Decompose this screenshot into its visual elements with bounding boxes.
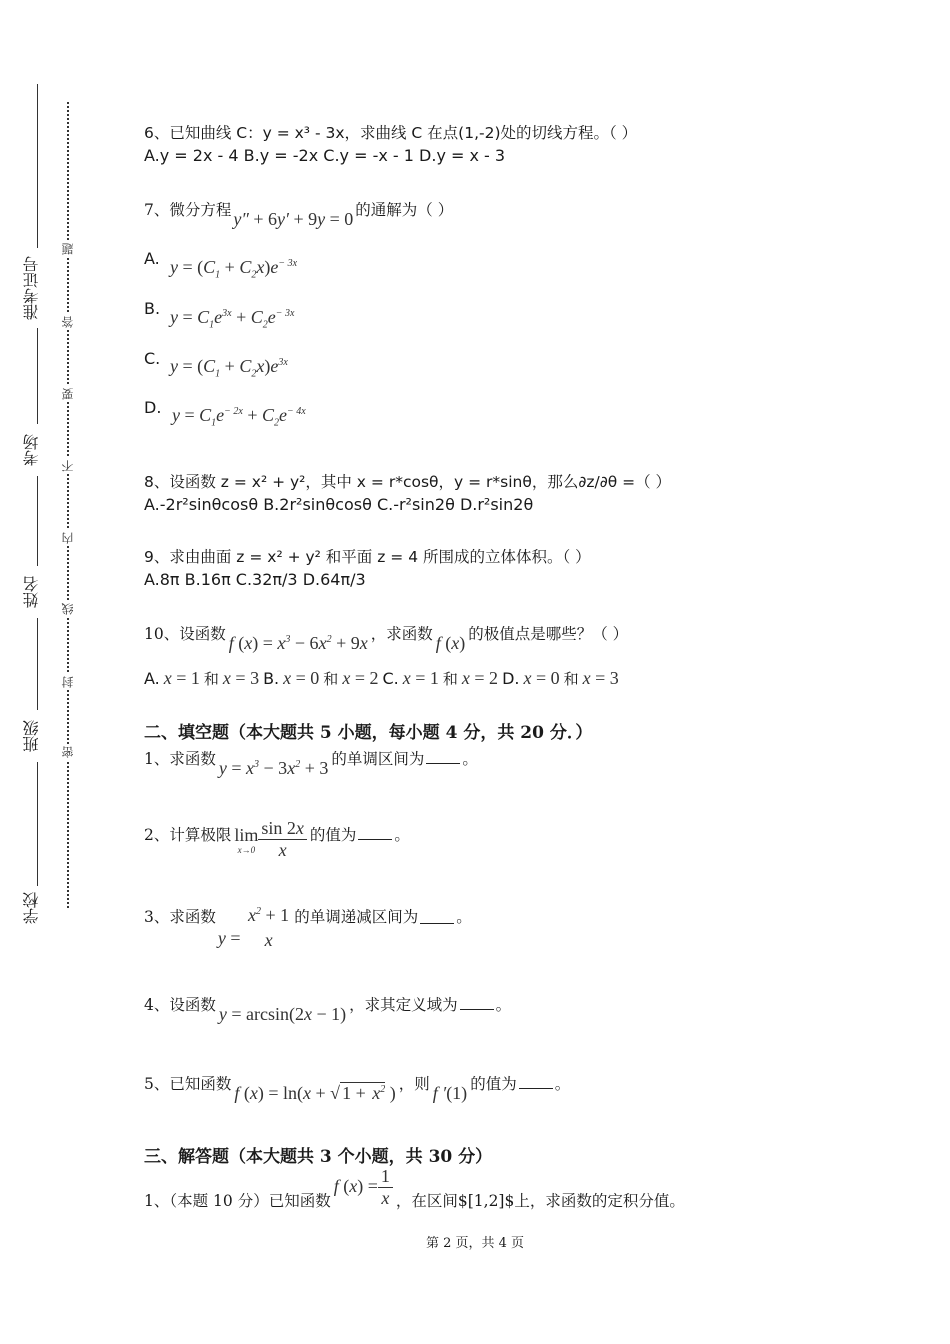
fill-4-end: 。 [495, 996, 512, 1014]
option-label: A. [144, 669, 160, 688]
exam-id-label: 准考证号 [22, 256, 41, 320]
function-name: f (x) [435, 633, 466, 653]
question-7-prefix: 7、微分方程 [144, 201, 232, 219]
seal-char: 题 [61, 243, 75, 255]
fill-5-end: 。 [554, 1075, 571, 1093]
margin-line [37, 618, 38, 710]
answer-blank[interactable] [519, 1074, 553, 1089]
question-10-stem [144, 622, 629, 653]
option-value: x = 0 [283, 668, 320, 688]
option-c-formula: $y = (C_1 + C_2x)e^{3x}$ [170, 356, 288, 380]
fill-section-heading: 二、填空题（本大题共 5 小题，每小题 4 分，共 20 分．） [144, 723, 593, 743]
fill-question-5 [144, 1072, 571, 1103]
function-formula: $y = x^3 - 3x^2 + 3$ [218, 758, 329, 778]
function-formula: y = arcsin(2x − 1) [218, 1004, 347, 1024]
option-value: x = 3 [582, 668, 619, 688]
question-10-prefix: 10、设函数 [144, 625, 226, 643]
question-8-options: A.-2r²sinθcosθ B.2r²sinθcosθ C.-r²sin2θ D.r²sin2θ [144, 495, 534, 514]
question-10-middle: ，求函数 [370, 625, 433, 643]
margin-line [37, 328, 38, 424]
option-label: C. [382, 669, 399, 688]
fill-2-prefix: 2、计算极限 [144, 825, 232, 844]
fill-4-prefix: 4、设函数 [144, 996, 216, 1014]
fill-2-end: 。 [394, 825, 410, 844]
equation: y″ + 6y′ + 9y = 0 [233, 209, 354, 229]
fill-1-prefix: 1、求函数 [144, 750, 216, 768]
and-word: 和 [203, 670, 219, 688]
fill-question-3 [144, 905, 472, 951]
fill-5-prefix: 5、已知函数 [144, 1075, 232, 1093]
fill-question-2 [144, 818, 410, 861]
answer-1-suffix: ，在区间$[1,2]$上，求函数的定积分值。 [395, 1191, 685, 1210]
option-value: x = 1 [402, 668, 439, 688]
question-7-stem [144, 198, 454, 229]
school-label: 学校 [22, 892, 41, 924]
and-word: 和 [442, 670, 458, 688]
fill-2-suffix: 的值为 [309, 825, 357, 844]
margin-line [37, 84, 38, 248]
question-6-stem: 6、已知曲线 C：y = x³ - 3x，求曲线 C 在点(1,-2)处的切线方程。（ ） [144, 124, 638, 142]
seal-dotted-line [67, 102, 69, 908]
option-value: x = 3 [222, 668, 260, 688]
fill-question-4 [144, 993, 512, 1024]
option-b-formula: $y = C_1e^{3x} + C_2e^{- 3x}$ [170, 307, 295, 331]
name-label: 姓名 [22, 576, 41, 608]
fill-5-suffix: 的值为 [470, 1075, 517, 1093]
question-10-options [144, 668, 619, 689]
fill-3-suffix: 的单调递减区间为 [294, 908, 419, 926]
function-formula: f (x) = ln(x + √ $1 + x^2$ ) [234, 1083, 396, 1103]
option-value: x = 0 [523, 668, 560, 688]
seal-char: 封 [61, 676, 75, 688]
question-7-suffix: 的通解为（ ） [355, 201, 454, 219]
answer-blank[interactable] [420, 909, 454, 924]
option-c-label: C. [144, 349, 161, 368]
margin-line [37, 762, 38, 886]
seal-char: 线 [61, 603, 75, 615]
option-d-label: D. [144, 398, 162, 417]
function-formula: y = $x^2 + 1$ x [217, 905, 290, 950]
seal-char: 答 [61, 316, 75, 328]
function-formula: f (x) = $\frac{1}{x}$ [334, 1176, 393, 1196]
margin-line [37, 476, 38, 566]
and-word: 和 [323, 670, 339, 688]
fill-3-end: 。 [456, 908, 472, 926]
function-formula: f $(x) = x^3 - 6x^2 + 9x$ [228, 633, 368, 653]
fill-5-middle: ，则 [398, 1075, 430, 1093]
fill-question-1 [144, 747, 478, 778]
option-value: x = 1 [163, 668, 200, 688]
seal-char: 密 [61, 746, 75, 758]
option-label: B. [263, 669, 280, 688]
question-9-options: A.8π B.16π C.32π/3 D.64π/3 [144, 570, 366, 589]
limit-formula: lim x→0 $\frac{\sin 2x}{x}$ [234, 828, 307, 848]
question-9-stem: 9、求由曲面 z = x² + y² 和平面 z = 4 所围成的立体体积。（ ） [144, 548, 591, 566]
fill-4-suffix: ，求其定义域为 [349, 996, 458, 1014]
option-d-formula: $y = C_1e^{- 2x} + C_2e^{- 4x}$ [172, 405, 306, 429]
derivative-expression: f ′(1) [432, 1083, 468, 1103]
seal-char: 要 [61, 388, 75, 400]
answer-blank[interactable] [358, 825, 392, 840]
option-value: x = 2 [342, 668, 379, 688]
option-a-formula: $y = (C_1 + C_2x)e^{- 3x}$ [170, 257, 298, 281]
fill-3-prefix: 3、求函数 [144, 908, 216, 926]
and-word: 和 [563, 670, 579, 688]
answer-blank[interactable] [460, 995, 494, 1010]
option-label: D. [502, 669, 520, 688]
option-b-label: B. [144, 299, 161, 318]
seal-char: 内 [61, 532, 75, 544]
answer-question-1 [144, 1166, 685, 1209]
answer-section-heading: 三、解答题（本大题共 3 个小题，共 30 分） [144, 1147, 493, 1167]
question-10-suffix: 的极值点是哪些？（ ） [468, 625, 629, 643]
page-footer: 第 2 页，共 4 页 [425, 1236, 525, 1251]
option-a-label: A. [144, 249, 160, 268]
exam-room-label: 考场 [22, 434, 41, 466]
answer-1-prefix: 1、（本题 10 分）已知函数 [144, 1191, 331, 1210]
option-value: x = 2 [461, 668, 499, 688]
seal-char: 不 [61, 460, 75, 472]
fill-1-suffix: 的单调区间为 [331, 750, 425, 768]
fill-1-end: 。 [462, 750, 478, 768]
class-label: 班级 [22, 720, 41, 752]
question-6-options: A.y = 2x - 4 B.y = -2x C.y = -x - 1 D.y = x - 3 [144, 146, 506, 165]
question-8-stem: 8、设函数 z = x² + y²，其中 x = r*cosθ，y = r*sinθ，那么∂z/∂θ =（ ） [144, 473, 672, 491]
answer-blank[interactable] [426, 749, 460, 764]
